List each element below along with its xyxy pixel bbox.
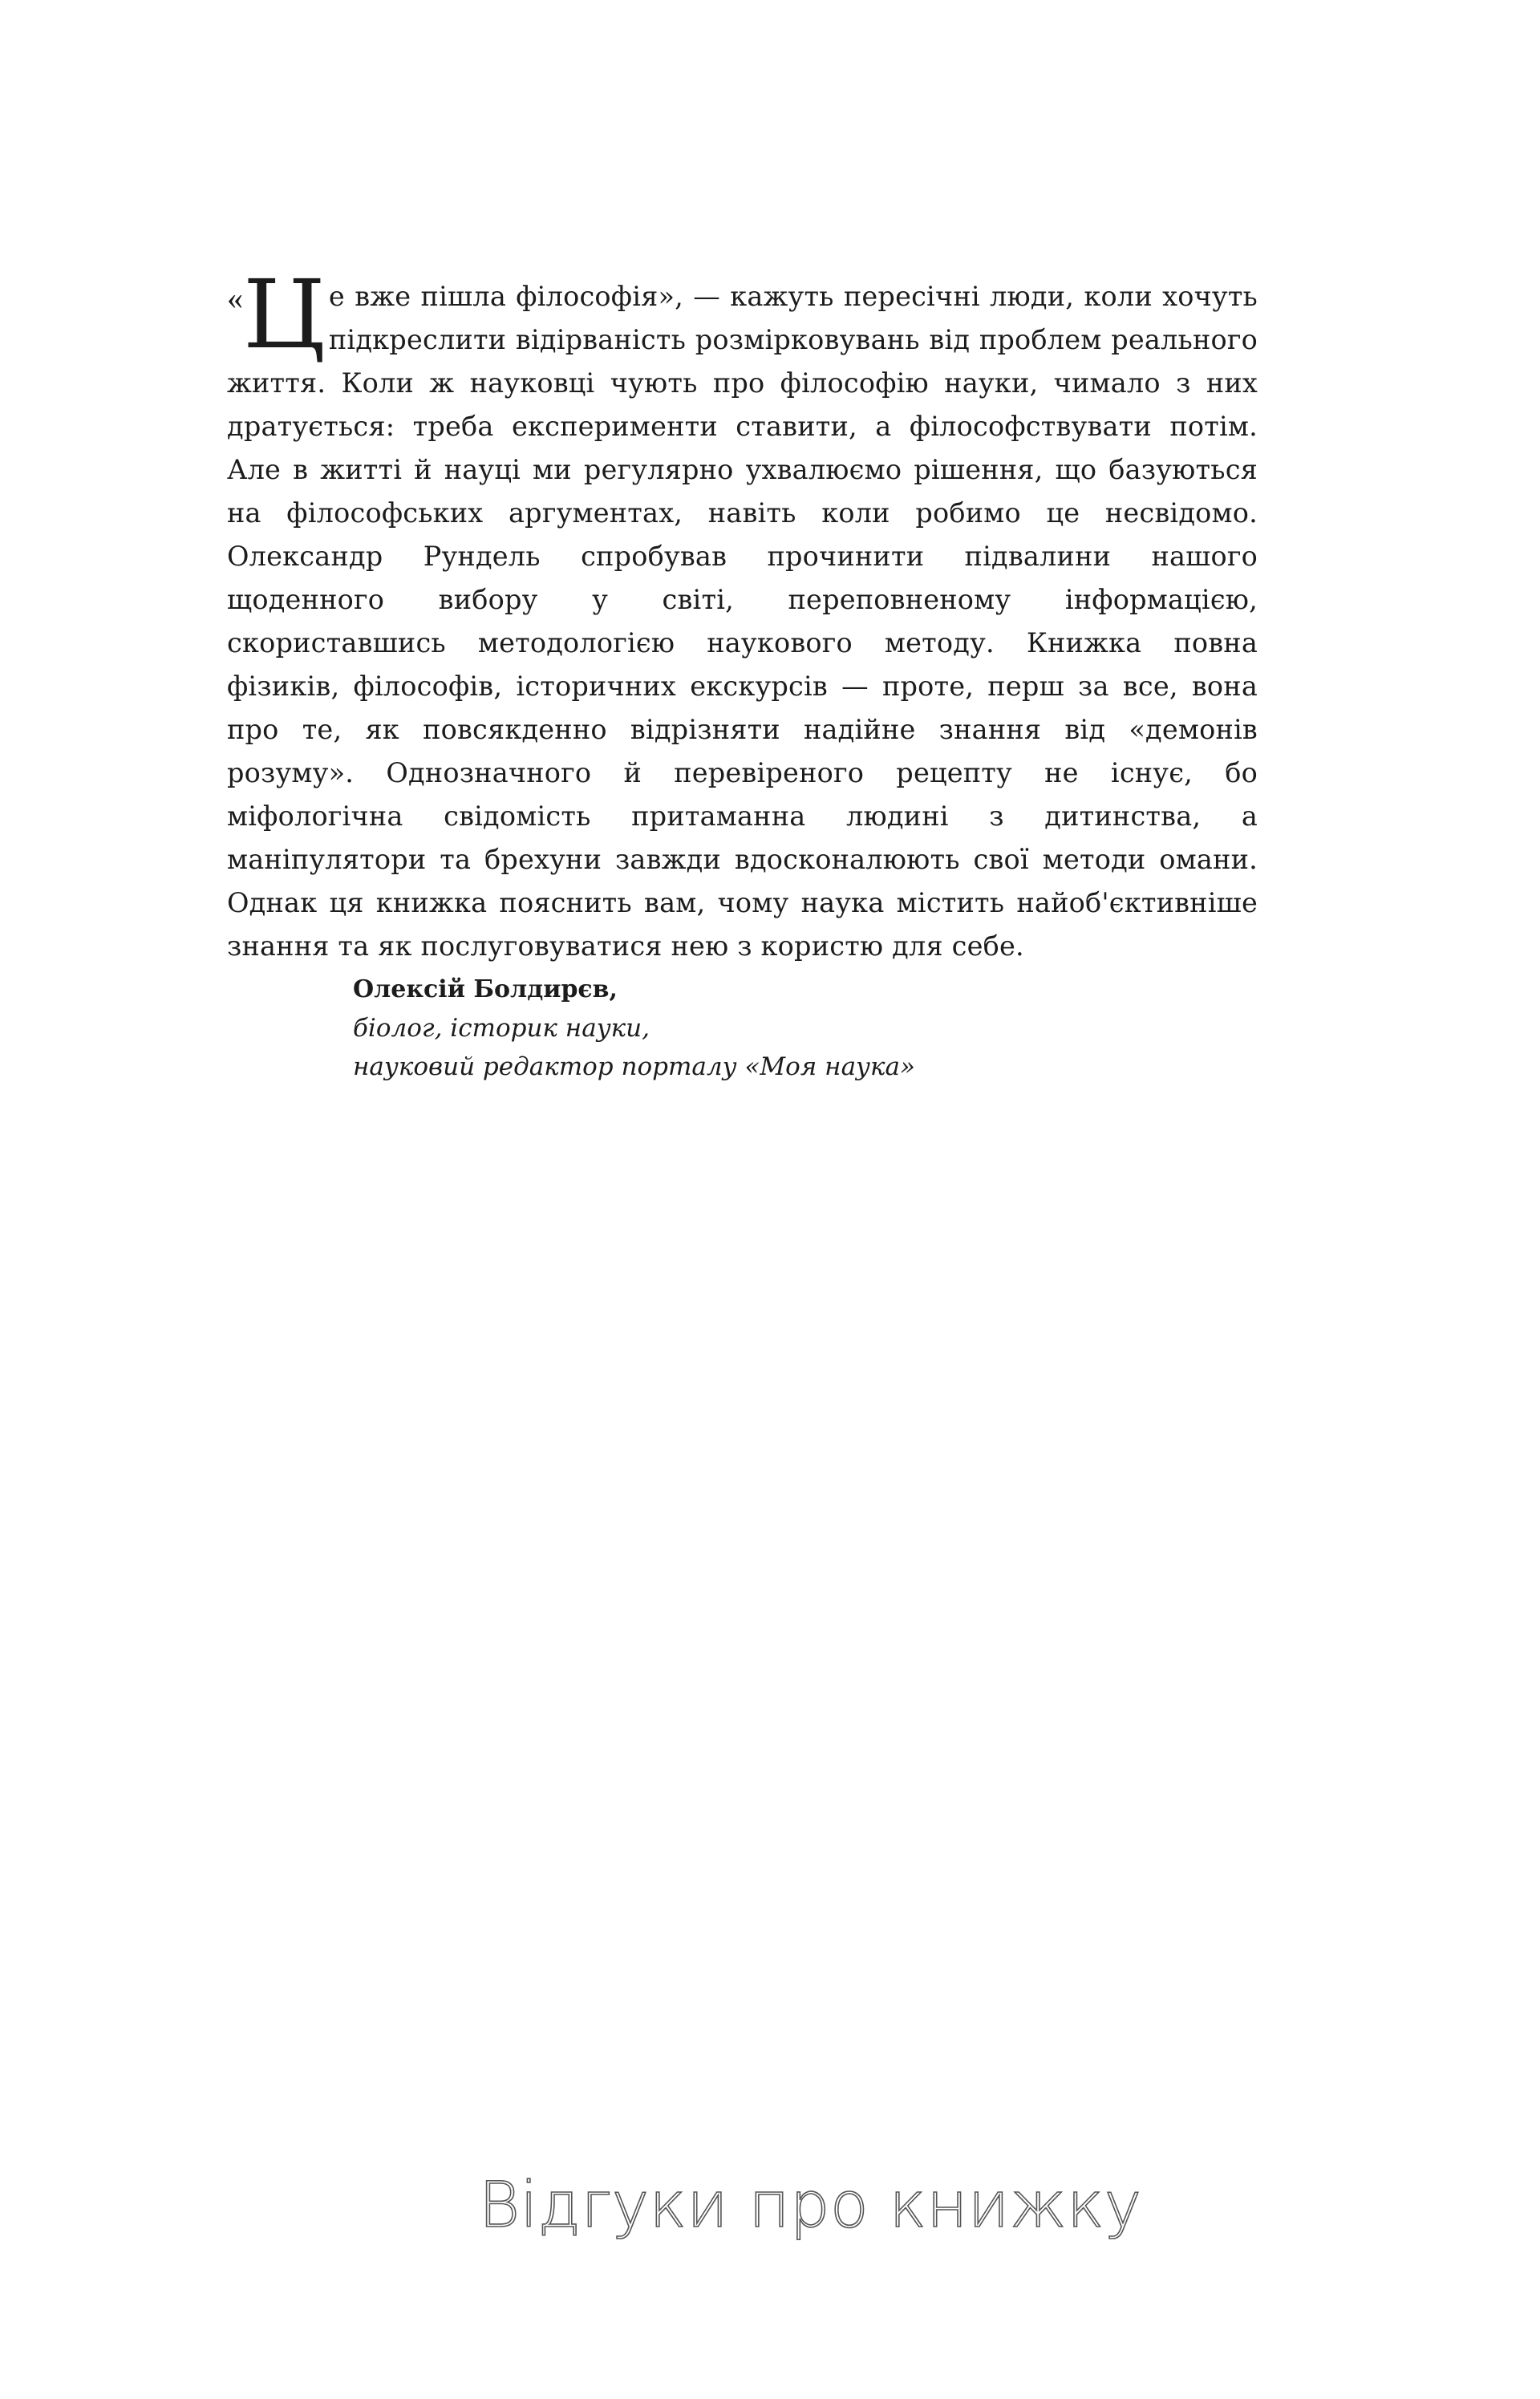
reviewer-role-line-2: науковий редактор порталу «Моя наука» — [353, 1052, 915, 1081]
drop-cap-letter: Ц — [243, 259, 326, 370]
reviewer-name: Олексій Болдирєв, — [353, 975, 618, 1003]
section-title: Відгуки про книжку — [479, 2170, 1142, 2242]
review-text: е вже пішла філософія», — кажуть пересічні люди, коли хочуть підкреслити відірваність розмірковувань від проблем реального життя. Коли ж науковці чують про філософію науки, чимало з них дратується: треба експерименти ставити, а філософствувати потім. Але в житті й науці ми регулярно ухвалюємо рішення, що базуються на філософських аргументах, навіть коли робимо це несвідомо. Олександр Рундель спробував прочинити підвалини нашого щоденного вибору у світі, переповненому інформацією, скориставшись методологією наукового методу. Книжка повна фізиків, філософів, історичних екскурсів — проте, перш за все, вона про те, як повсякденно відрізняти надійне знання від «демонів розуму». Однозначного й перевіреного рецепту не існує, бо міфологічна свідомість притаманна людині з дитинства, а маніпулятори та брехуни завжди вдосконалюють свої методи омани. Однак ця книжка пояснить вам, чому наука містить найоб'єктивніше знання та як послуговуватися нею з користю для себе. — [227, 281, 1258, 962]
review-quote — [227, 259, 1258, 968]
review-attribution — [353, 971, 915, 1086]
reviewer-role-line-1: біолог, історик науки, — [353, 1014, 650, 1043]
opening-quote-mark: « — [227, 280, 243, 316]
